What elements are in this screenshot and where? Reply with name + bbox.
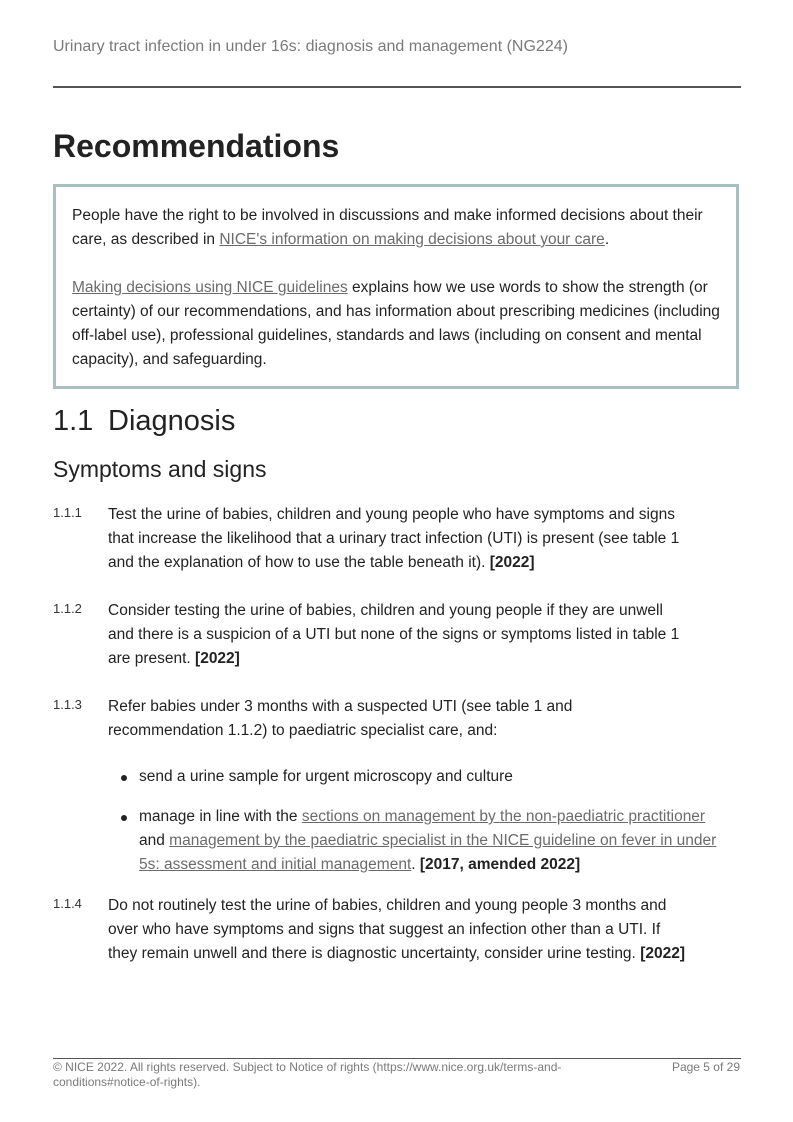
document-header-title: Urinary tract infection in under 16s: diagnosis and management (NG224) [53, 38, 568, 55]
section-title: Diagnosis [108, 405, 236, 437]
recommendation-body: Test the urine of babies, children and young people who have symptoms and signs that increase the likelihood that a urinary tract infection (UTI) is present (see table 1 and the explanation of how to use the table beneath it). [108, 506, 680, 571]
info-box [53, 184, 739, 389]
recommendation-number: 1.1.4 [53, 896, 82, 911]
section-heading [53, 405, 235, 438]
bullet-text: send a urine sample for urgent microscopy and culture [139, 768, 513, 785]
bullet-text: and [139, 832, 170, 849]
bullet-text: . [411, 856, 416, 873]
footer-divider [53, 1058, 741, 1059]
section-number: 1.1 [53, 405, 94, 437]
footer-copyright: © NICE 2022. All rights reserved. Subject to Notice of rights (https://www.nice.org.uk/terms-and-conditions#notice-of-rights). [53, 1060, 562, 1089]
recommendation-year-tag: [2017, amended 2022] [419, 856, 581, 873]
recommendation-number: 1.1.1 [53, 505, 82, 520]
subsection-heading: Symptoms and signs [53, 456, 267, 482]
recommendation-body: Do not routinely test the urine of babies, children and young people 3 months and over who have symptoms and signs that suggest an infection other than a UTI. If they remain unwell and there is diagnostic uncertainty, consider urine testing. [108, 897, 667, 962]
page-title: Recommendations [53, 128, 340, 164]
recommendation-text [108, 894, 688, 966]
recommendation-body: Refer babies under 3 months with a suspected UTI (see table 1 and recommendation 1.1.2) to paediatric specialist care, and: [108, 698, 573, 739]
recommendation-text [108, 599, 688, 671]
recommendation-number: 1.1.2 [53, 601, 82, 616]
bullet-text: manage in line with the [139, 808, 302, 825]
header-divider [53, 86, 741, 88]
info-text: explains how we use words to show the strength (or certainty) of our recommendations, and has information about prescribing medicines (including off-label use), professional guidelines, standards and laws (including on consent and mental capacity), and safeguarding. [72, 279, 720, 368]
info-paragraph-guidelines [72, 276, 726, 372]
recommendation-1-1-3-bullets [118, 765, 728, 877]
recommendation-year-tag: [2022] [489, 554, 535, 571]
non-paediatric-management-link[interactable]: sections on management by the non-paediatric practitioner [301, 808, 706, 825]
list-item [118, 765, 728, 789]
recommendation-text [108, 695, 688, 743]
recommendation-number: 1.1.3 [53, 697, 82, 712]
info-text: . [604, 231, 610, 248]
paediatric-specialist-fever-guideline-link[interactable]: management by the paediatric specialist in the NICE guideline on fever in under 5s: assessment and initial management [139, 832, 717, 873]
info-paragraph-rights [72, 204, 726, 252]
making-decisions-guidelines-link[interactable]: Making decisions using NICE guidelines [72, 279, 348, 296]
recommendation-body: Consider testing the urine of babies, children and young people if they are unwell and there is a suspicion of a UTI but none of the signs or symptoms listed in table 1 are present. [108, 602, 680, 667]
recommendation-text [108, 503, 688, 575]
recommendation-year-tag: [2022] [195, 650, 240, 667]
recommendation-year-tag: [2022] [640, 945, 685, 962]
info-text: People have the right to be involved in discussions and make informed decisions about their care, as described in [72, 207, 703, 248]
footer-page-number: Page 5 of 29 [671, 1060, 740, 1074]
list-item [118, 805, 728, 877]
making-decisions-care-link[interactable]: NICE's information on making decisions about your care [219, 231, 605, 248]
